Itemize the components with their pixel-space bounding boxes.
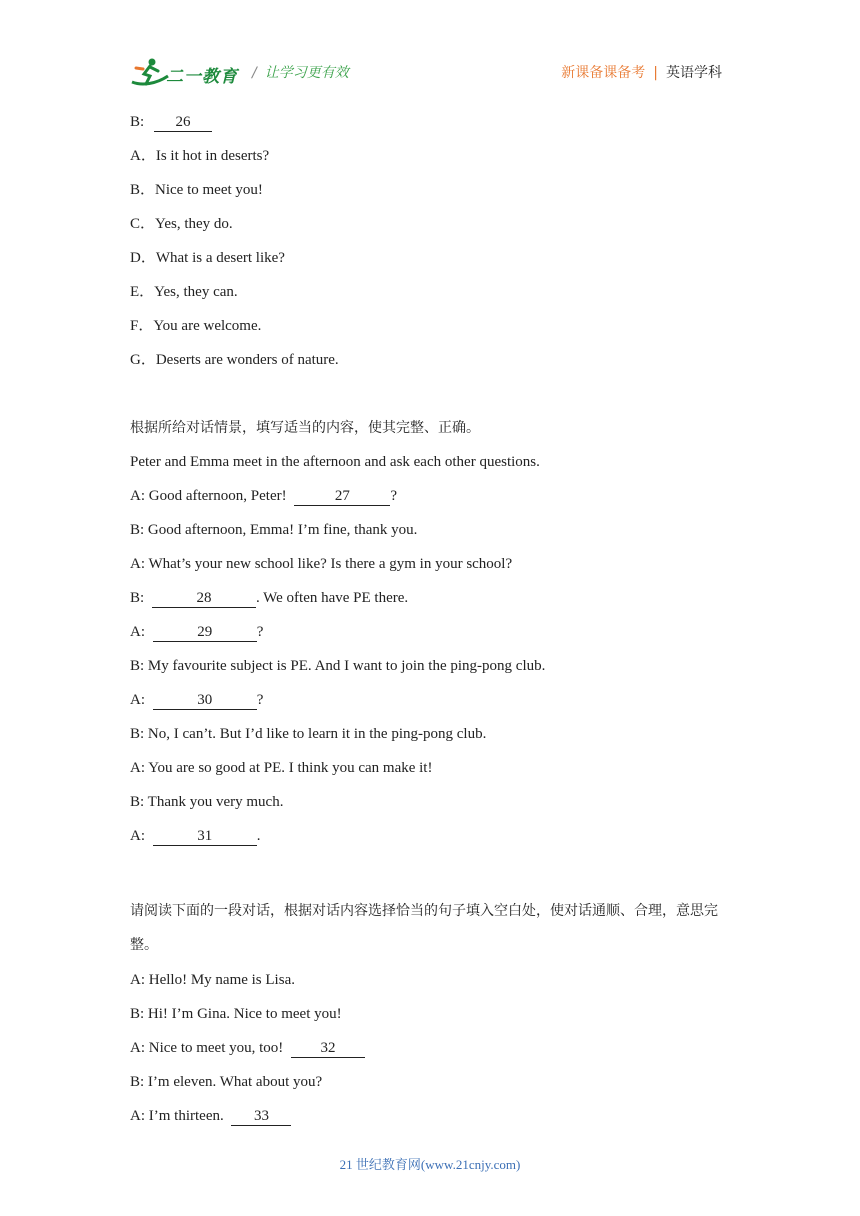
header-subject bbox=[561, 62, 722, 82]
dialogue-punct: . bbox=[256, 828, 261, 844]
spacer bbox=[130, 962, 740, 970]
dialogue-line-30 bbox=[130, 690, 740, 710]
dialogue-line-28 bbox=[130, 588, 740, 608]
dialogue-text: B: bbox=[130, 590, 148, 606]
dialogue-punct: ? bbox=[390, 488, 398, 504]
dialogue-text: A: bbox=[130, 828, 149, 844]
runner-logo-icon bbox=[130, 56, 170, 88]
dialogue-text: A: bbox=[130, 624, 149, 640]
answer-line-26 bbox=[130, 112, 740, 132]
dialogue-line: A: What’s your new school like? Is there a gym in your school? bbox=[130, 556, 513, 572]
dialogue-line: B: Hi! I’m Gina. Nice to meet you! bbox=[130, 1006, 342, 1022]
section3-instruction: 请阅读下面的一段对话，根据对话内容选择恰当的句子填入空白处，使对话通顺、合理，意思完整。 bbox=[130, 903, 718, 953]
header-separator: | bbox=[653, 65, 658, 81]
dialogue-line: B: Good afternoon, Emma! I’m fine, thank you. bbox=[130, 522, 418, 538]
section2-intro: Peter and Emma meet in the afternoon and ask each other questions. bbox=[130, 454, 540, 470]
dialogue-punct: ? bbox=[256, 692, 264, 708]
page-header bbox=[0, 0, 860, 100]
option-g: G．Deserts are wonders of nature. bbox=[130, 352, 339, 368]
section-gap bbox=[130, 860, 740, 894]
blank-28: 28 bbox=[152, 589, 256, 608]
blank-29: 29 bbox=[153, 623, 257, 642]
dialogue-line-27 bbox=[130, 486, 740, 506]
dialogue-line: B: No, I can’t. But I’d like to learn it in the ping-pong club. bbox=[130, 726, 487, 742]
blank-27: 27 bbox=[294, 487, 390, 506]
dialogue-text: . We often have PE there. bbox=[255, 590, 409, 606]
dialogue-text: A: I’m thirteen. bbox=[130, 1108, 228, 1124]
slogan-divider: / bbox=[252, 65, 257, 81]
option-e: E．Yes, they can. bbox=[130, 284, 238, 300]
blank-26: 26 bbox=[154, 113, 212, 132]
dialogue-line: B: My favourite subject is PE. And I want to join the ping-pong club. bbox=[130, 658, 546, 674]
section-gap bbox=[130, 384, 740, 418]
dialogue-text: A: Nice to meet you, too! bbox=[130, 1040, 288, 1056]
option-f: F．You are welcome. bbox=[130, 318, 262, 334]
document-body bbox=[130, 112, 740, 1140]
header-subject-label: 英语学科 bbox=[666, 65, 722, 81]
dialogue-line: A: Hello! My name is Lisa. bbox=[130, 972, 295, 988]
section2-instruction: 根据所给对话情景，填写适当的内容，使其完整、正确。 bbox=[130, 420, 480, 436]
speaker-label: B: bbox=[130, 114, 145, 130]
dialogue-line: B: I’m eleven. What about you? bbox=[130, 1074, 323, 1090]
dialogue-punct: ? bbox=[256, 624, 264, 640]
dialogue-line-31 bbox=[130, 826, 740, 846]
blank-32: 32 bbox=[291, 1039, 365, 1058]
dialogue-line: A: You are so good at PE. I think you can make it! bbox=[130, 760, 433, 776]
dialogue-line-33 bbox=[130, 1106, 740, 1126]
page-footer: 21 世纪教育网(www.21cnjy.com) bbox=[339, 1157, 521, 1172]
option-d: D．What is a desert like? bbox=[130, 250, 285, 266]
blank-33: 33 bbox=[231, 1107, 291, 1126]
slogan bbox=[252, 62, 349, 82]
slogan-text: 让学习更有效 bbox=[264, 65, 349, 81]
blank-31: 31 bbox=[153, 827, 257, 846]
dialogue-line: B: Thank you very much. bbox=[130, 794, 284, 810]
logo-text: 二一教育 bbox=[166, 67, 238, 87]
header-course-label: 新课备课备考 bbox=[561, 65, 646, 81]
dialogue-line-29 bbox=[130, 622, 740, 642]
option-c: C．Yes, they do. bbox=[130, 216, 233, 232]
option-a: A．Is it hot in deserts? bbox=[130, 148, 270, 164]
option-b: B．Nice to meet you! bbox=[130, 182, 263, 198]
dialogue-line-32 bbox=[130, 1038, 740, 1058]
dialogue-text: A: Good afternoon, Peter! bbox=[130, 488, 291, 504]
logo bbox=[130, 56, 240, 90]
dialogue-text: A: bbox=[130, 692, 149, 708]
blank-30: 30 bbox=[153, 691, 257, 710]
